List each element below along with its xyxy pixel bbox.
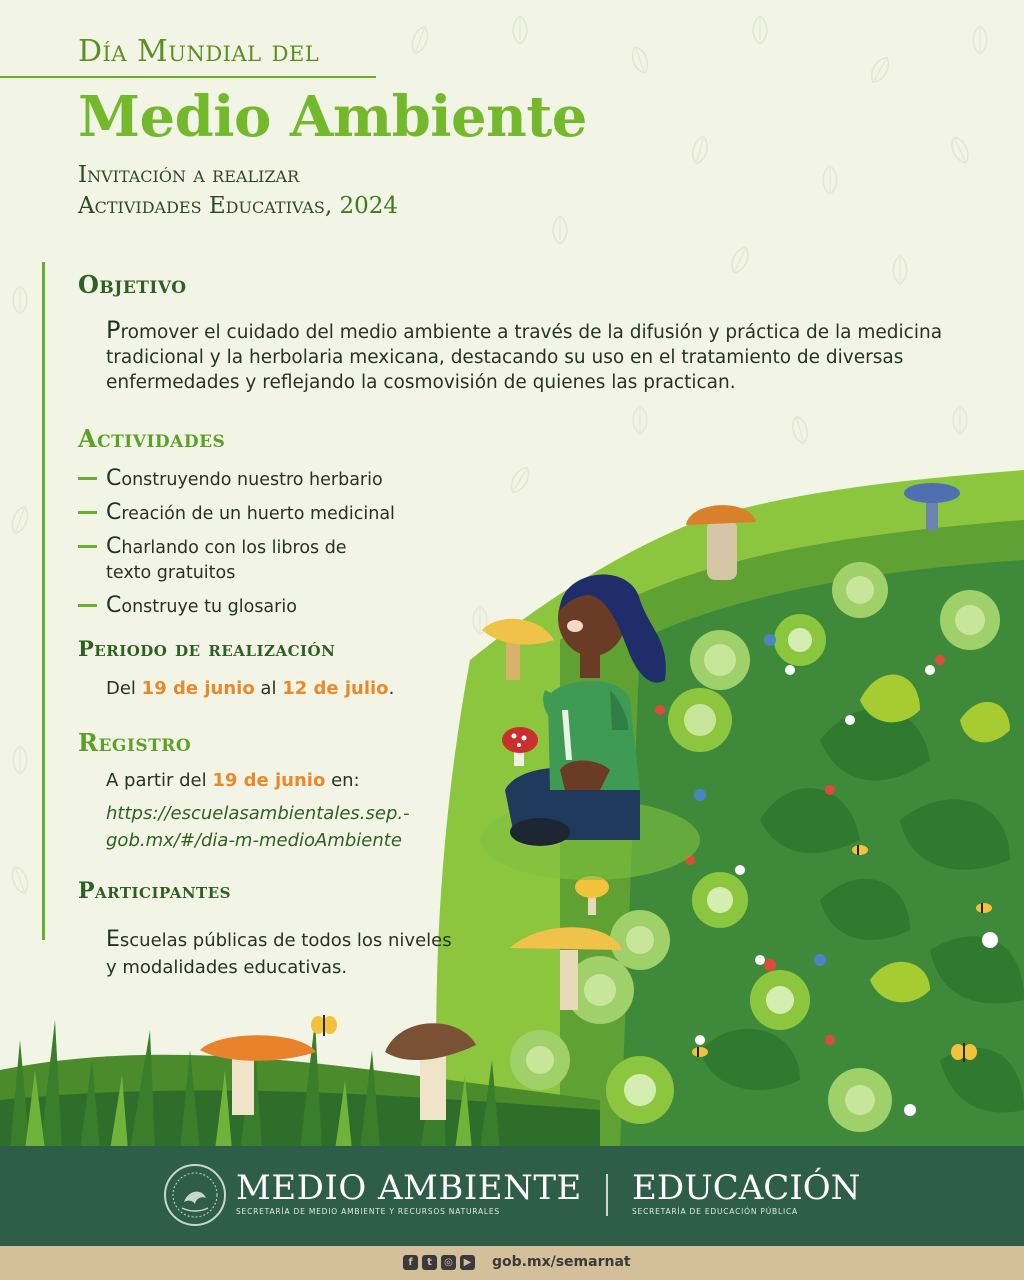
dash-icon bbox=[78, 545, 97, 548]
periodo-heading: Periodo de realización bbox=[78, 636, 336, 661]
actividades-heading: Actividades bbox=[78, 424, 226, 453]
year: 2024 bbox=[339, 193, 399, 219]
list-item: Charlando con los libros de texto gratuitos bbox=[78, 534, 376, 586]
youtube-icon[interactable]: ▶ bbox=[460, 1255, 475, 1270]
objetivo-text: Promover el cuidado del medio ambiente a través de la difusión y práctica de la medicina tradicional y la herbolaria mexicana, destacando su uso en el tratamiento de diversas enfermedades y reflejando la cosmovisión de quienes las practican. bbox=[106, 316, 943, 393]
pretitle: Día Mundial del bbox=[78, 34, 320, 69]
subtitle-line-2-text: Actividades Educativas, bbox=[78, 193, 333, 219]
end-date: 12 de julio bbox=[282, 678, 389, 699]
section-side-rule bbox=[42, 262, 45, 940]
list-item: Construyendo nuestro herbario bbox=[78, 466, 436, 493]
periodo-dates: Del 19 de junio al 12 de julio. bbox=[106, 678, 395, 699]
subtitle bbox=[78, 160, 398, 222]
subtitle-line-2 bbox=[78, 191, 398, 222]
dash-icon bbox=[78, 604, 97, 607]
subtitle-line-1: Invitación a realizar bbox=[78, 162, 300, 188]
educacion-logo-text: EDUCACIÓN bbox=[632, 1168, 861, 1208]
dash-icon bbox=[78, 511, 97, 514]
registro-heading: Registro bbox=[78, 728, 192, 757]
start-date: 19 de junio bbox=[141, 678, 255, 699]
page-title: Medio Ambiente bbox=[78, 84, 587, 150]
educacion-subtitle: SECRETARÍA DE EDUCACIÓN PÚBLICA bbox=[632, 1207, 798, 1216]
medio-ambiente-logo-text: MEDIO AMBIENTE bbox=[236, 1168, 582, 1208]
medio-ambiente-subtitle: SECRETARÍA DE MEDIO AMBIENTE Y RECURSOS NATURALES bbox=[236, 1207, 500, 1216]
title-divider bbox=[0, 76, 376, 78]
registro-link[interactable]: https://escuelasambientales.sep.-gob.mx/#/dia-m-medioAmbiente bbox=[106, 803, 410, 851]
registro-date: 19 de junio bbox=[212, 770, 326, 791]
actividades-list bbox=[78, 466, 436, 627]
participantes-text: Escuelas públicas de todos los niveles y modalidades educativas. bbox=[106, 927, 452, 978]
instagram-icon[interactable]: ◎ bbox=[441, 1255, 456, 1270]
participantes-heading: Participantes bbox=[78, 878, 231, 904]
objetivo-heading: Objetivo bbox=[78, 270, 187, 299]
dash-icon bbox=[78, 477, 97, 480]
list-item: Construye tu glosario bbox=[78, 593, 436, 620]
mexico-seal-icon bbox=[162, 1162, 228, 1228]
registro-text: A partir del 19 de junio en: bbox=[106, 770, 360, 791]
footer-url[interactable]: gob.mx/semarnat bbox=[492, 1254, 631, 1270]
twitter-icon[interactable]: t bbox=[422, 1255, 437, 1270]
list-item: Creación de un huerto medicinal bbox=[78, 500, 436, 527]
social-icons bbox=[403, 1255, 475, 1270]
facebook-icon[interactable]: f bbox=[403, 1255, 418, 1270]
footer-divider bbox=[606, 1174, 608, 1216]
